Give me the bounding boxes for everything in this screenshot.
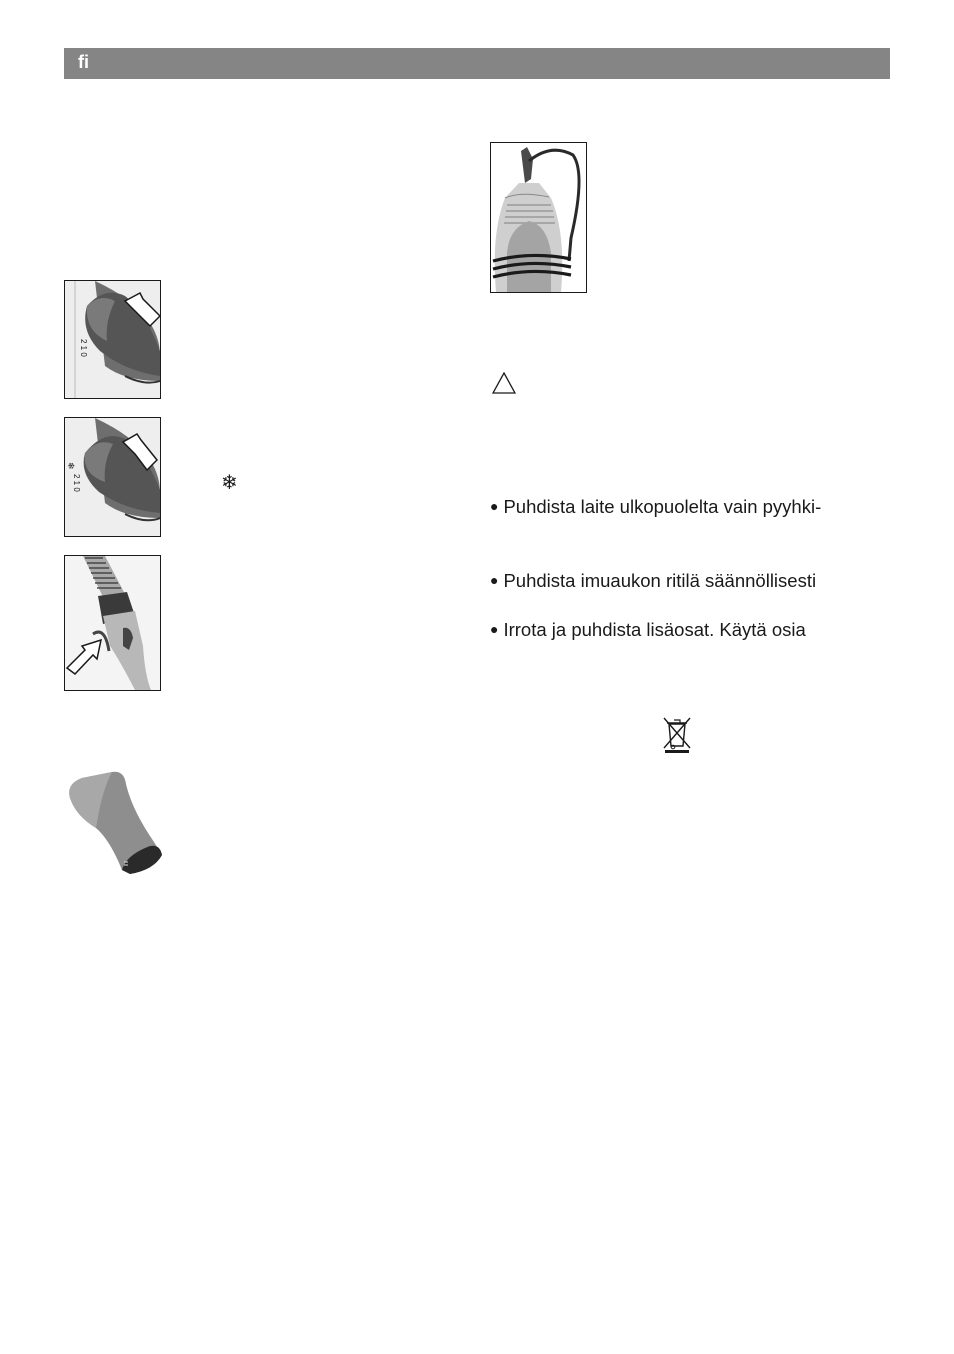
cleaning-item (490, 496, 821, 518)
snowflake-icon (221, 470, 238, 494)
bullet-dot-icon: ● (490, 498, 499, 514)
bullet-dot-icon: ● (490, 621, 499, 637)
snowflake-glyph: ❄ (221, 470, 238, 494)
cleaning-item (490, 619, 806, 641)
cord-wrap-figure (490, 142, 587, 293)
switch-marks: 2 1 0 (79, 339, 88, 357)
attachment-release-figure (64, 555, 161, 691)
warning-triangle-icon (492, 372, 516, 394)
language-code: fi (78, 52, 89, 72)
language-header-bar (64, 48, 890, 79)
snowflake-mark: ❄ (65, 462, 75, 470)
cool-shot-switch-icon (65, 418, 160, 536)
cleaning-item (490, 570, 816, 592)
crossed-out-bin-icon (662, 714, 692, 754)
switch-position-icon (65, 281, 160, 398)
cleaning-item-text: Puhdista laite ulkopuolelta vain pyyhki- (503, 496, 822, 517)
attachment-release-icon (65, 556, 160, 690)
cleaning-item-text: Puhdista imuaukon ritilä säännöllisesti (503, 570, 817, 591)
bullet-dot-icon: ● (490, 572, 499, 588)
nozzle-figure (62, 770, 168, 878)
nozzle-attachment-icon (62, 770, 168, 878)
cleaning-item-text: Irrota ja puhdista lisäosat. Käytä osia (503, 619, 806, 640)
switch-marks: 2 1 0 (72, 474, 81, 492)
switch-position-figure (64, 280, 161, 399)
cool-shot-figure (64, 417, 161, 537)
cord-wrap-icon (491, 143, 586, 292)
